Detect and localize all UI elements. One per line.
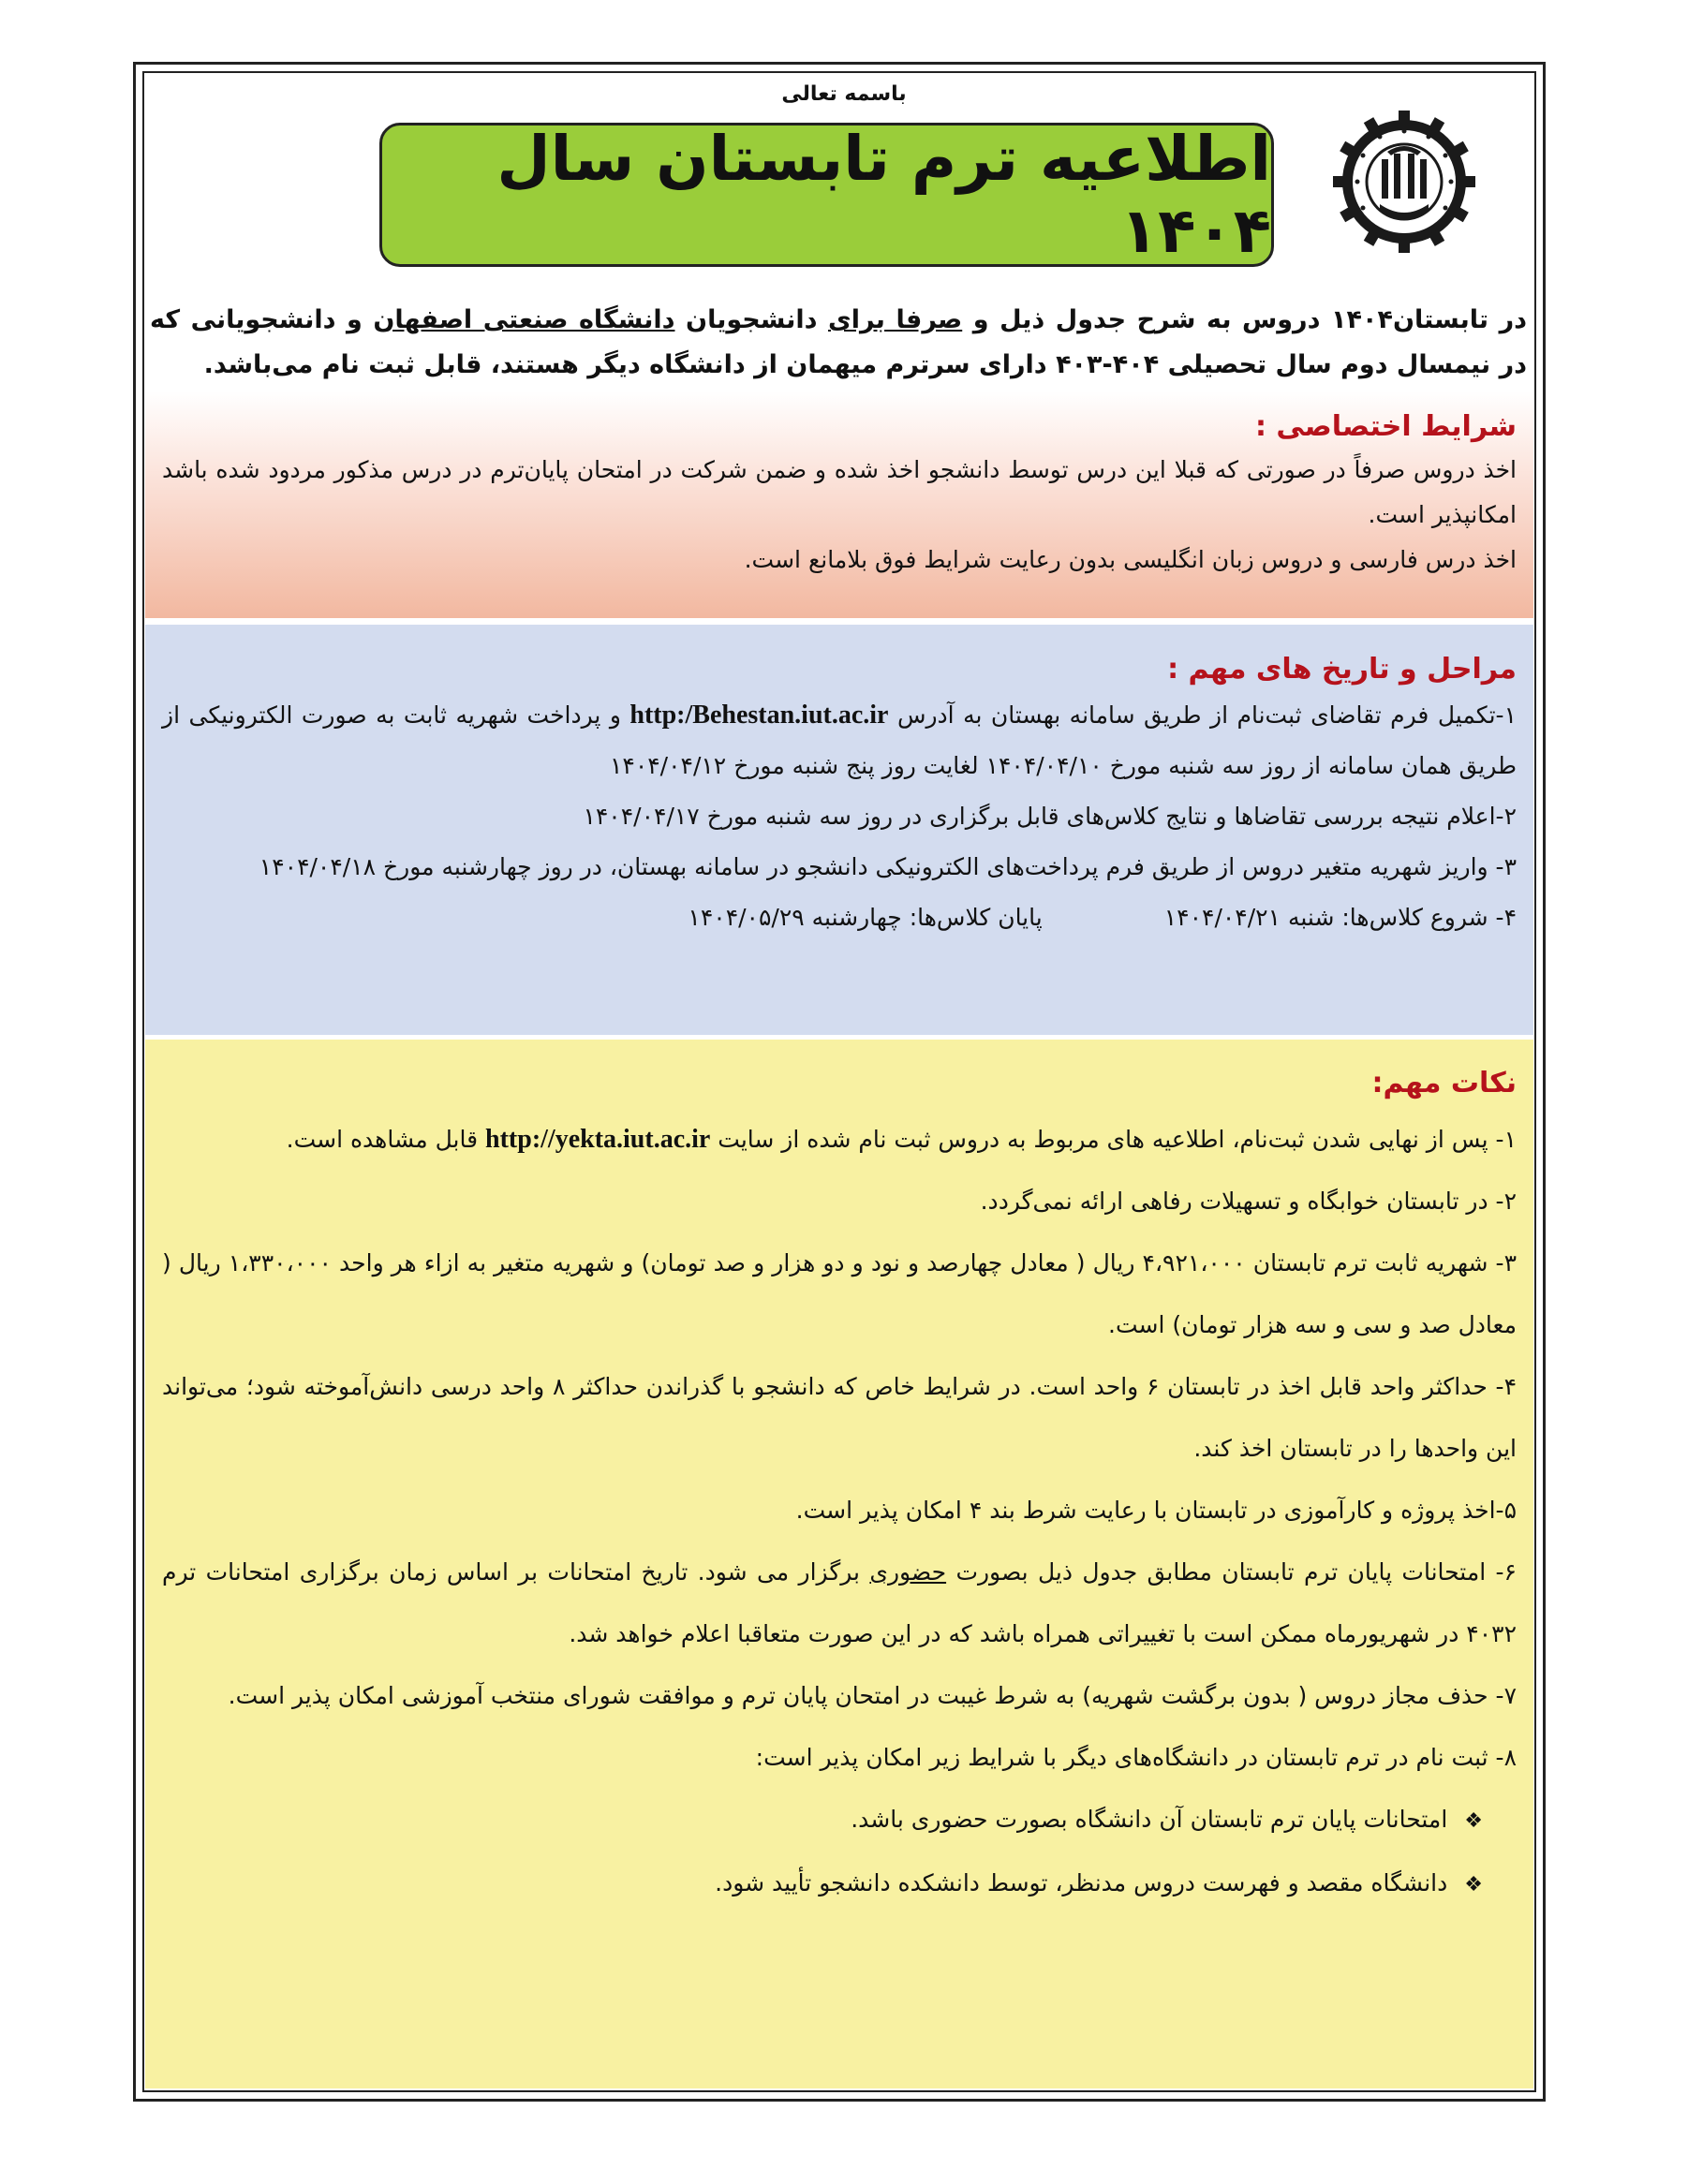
note-6 [162, 1542, 1517, 1665]
bismillah: باسمه تعالی [781, 82, 907, 106]
note-6-text-b: برگزار می شود. تاریخ امتحانات بر اساس زمان برگزاری امتحانات ترم ۴۰۳۲ در شهریورماه ممکن است با تغییراتی همراه باشد که در این صورت متعاقبا اعلام خواهد شد. [162, 1558, 1517, 1647]
special-conditions-heading: شرایط اختصاصی : [1254, 410, 1517, 443]
intro-text-1: در تابستان۱۴۰۴ دروس به شرح جدول ذیل و [962, 305, 1527, 334]
special-condition-1: اخذ دروس صرفاً در صورتی که قبلا این درس توسط دانشجو اخذ شده و ضمن شرکت در امتحان پایان‌ترم در درس مذکور مردود شده باشد امکانپذیر است. [162, 456, 1517, 528]
diamond-bullet-icon: ❖ [1464, 1873, 1483, 1896]
note-8-bullet-2 [162, 1852, 1517, 1916]
intro-paragraph [150, 298, 1527, 388]
note-2: ۲- در تابستان خوابگاه و تسهیلات رفاهی ارائه نمی‌گردد. [980, 1188, 1517, 1215]
note-5: ۵-اخذ پروژه و کارآموزی در تابستان با رعایت شرط بند ۴ امکان پذیر است. [795, 1497, 1517, 1524]
stages-section [145, 625, 1533, 1035]
stage-2: ۲-اعلام نتیجه بررسی تقاضاها و نتایج کلاس‌های قابل برگزاری در روز سه شنبه مورخ ۱۴۰۴/۰۴/۱۷ [583, 803, 1517, 830]
intro-underlined-2: دانشگاه صنعتی اصفهان [373, 305, 675, 334]
stage-3: ۳- واریز شهریه متغیر دروس از طریق فرم پرداخت‌های الکترونیکی دانشجو در سامانه بهستان، در روز چهارشنبه مورخ ۱۴۰۴/۰۴/۱۸ [259, 853, 1517, 880]
note-6-underlined: حضوری [869, 1558, 947, 1586]
stage-1 [162, 690, 1517, 791]
university-logo-icon [1333, 111, 1475, 253]
special-conditions-section [145, 391, 1533, 618]
intro-text-3: و دانشجویانی که در نیمسال دوم سال تحصیلی ۴۰۴-۴۰۳ دارای سرترم میهمان از دانشگاه دیگر هستند، قابل ثبت نام می‌باشد. [150, 305, 1527, 379]
intro-underlined-1: صرفا برای [828, 305, 963, 334]
note-6-text-a: ۶- امتحانات پایان ترم تابستان مطابق جدول ذیل بصورت [946, 1558, 1517, 1586]
note-1-text-b: قابل مشاهده است. [286, 1126, 486, 1153]
note-8: ۸- ثبت نام در ترم تابستان در دانشگاه‌های دیگر با شرایط زیر امکان پذیر است: [755, 1744, 1517, 1771]
stage-4-end: پایان کلاس‌ها: چهارشنبه ۱۴۰۴/۰۵/۲۹ [688, 904, 1043, 931]
notes-heading: نکات مهم: [1371, 1067, 1517, 1099]
stage-4-start: ۴- شروع کلاس‌ها: شنبه ۱۴۰۴/۰۴/۲۱ [1163, 904, 1517, 931]
note-1 [162, 1109, 1517, 1171]
note-1-text-a: ۱- پس از نهایی شدن ثبت‌نام، اطلاعیه های مربوط به دروس ثبت نام شده از سایت [710, 1126, 1517, 1153]
note-4: ۴- حداکثر واحد قابل اخذ در تابستان ۶ واحد است. در شرایط خاص که دانشجو با گذراندن حداکثر ۸ واحد درسی دانش‌آموخته شود؛ می‌تواند این واحدها را در تابستان اخذ کند. [162, 1373, 1518, 1462]
behestan-link[interactable]: http:/Behestan.iut.ac.ir [629, 701, 889, 730]
stages-heading: مراحل و تاریخ های مهم : [1167, 653, 1517, 686]
announcement-title: اطلاعیه ترم تابستان سال ۱۴۰۴ [379, 123, 1274, 267]
bullet-1-text: امتحانات پایان ترم تابستان آن دانشگاه بصورت حضوری باشد. [851, 1806, 1448, 1833]
notes-section [145, 1040, 1533, 2088]
intro-text-2: دانشجویان [674, 305, 829, 334]
stage-1-text-b: و پرداخت شهریه ثابت به صورت الکترونیکی از طریق همان سامانه از روز سه شنبه مورخ ۱۴۰۴/۰۴/۱۰ لغایت روز پنج شنبه مورخ ۱۴۰۴/۰۴/۱۲ [162, 701, 1517, 779]
note-3: ۳- شهریه ثابت ترم تابستان ۴،۹۲۱،۰۰۰ ریال ( معادل چهارصد و نود و دو هزار و صد تومان) و شهریه متغیر به ازاء هر واحد ۱،۳۳۰،۰۰۰ ریال ( معادل صد و سی و سه هزار تومان) است. [162, 1249, 1517, 1338]
note-8-bullet-1 [162, 1789, 1517, 1852]
stage-1-text-a: ۱-تکمیل فرم تقاضای ثبت‌نام از طریق سامانه بهستان به آدرس [888, 701, 1518, 729]
note-7: ۷- حذف مجاز دروس ( بدون برگشت شهریه) به شرط غیبت در امتحان پایان ترم و موافقت شورای منتخب آموزشی امکان پذیر است. [228, 1682, 1517, 1709]
special-condition-2: اخذ درس فارسی و دروس زبان انگلیسی بدون رعایت شرایط فوق بلامانع است. [744, 546, 1517, 573]
bullet-2-text: دانشگاه مقصد و فهرست دروس مدنظر، توسط دانشکده دانشجو تأیید شود. [715, 1869, 1448, 1896]
diamond-bullet-icon: ❖ [1464, 1809, 1483, 1833]
yekta-link[interactable]: http://yekta.iut.ac.ir [485, 1125, 711, 1154]
stage-4 [162, 893, 1517, 943]
